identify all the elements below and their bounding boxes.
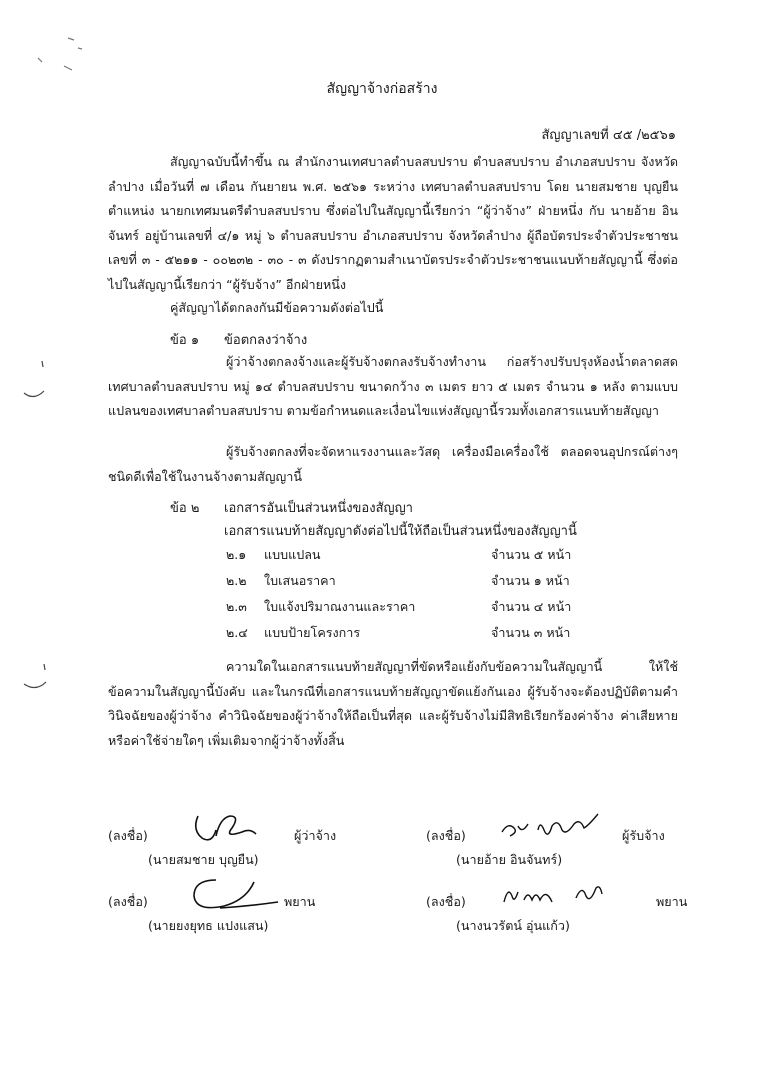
handwritten-signature (498, 806, 618, 846)
conflict-paragraph: ความใดในเอกสารแนบท้ายสัญญาที่ขัดหรือแย้งกับข้อความในสัญญานี้ ให้ใช้ข้อความในสัญญานี้บังคับ และในกรณีที่เอกสารแนบท้ายสัญญาขัดแย้งกันเอง ผู้รับจ้างจะต้องปฏิบัติตามคำวินิจฉัยของผู้ว่าจ้าง คำวินิจฉัยของผู้ว่าจ้างให้ถือเป็นที่สุด และผู้รับจ้างไม่มีสิทธิเรียกร้องค่าจ้าง ค่าเสียหายหรือค่าใช้จ่ายใดๆ เพิ่มเติมจากผู้ว่าจ้างทั้งสิ้น (108, 659, 678, 748)
signature-witness-2: (ลงชื่อ) พยาน (นางนวรัตน์ อุ่นแก้ว) (426, 872, 687, 936)
attachment-row: ๒.๑ แบบแปลน จำนวน ๕ หน้า (226, 547, 572, 562)
clause1-paragraph-2: ผู้รับจ้างตกลงที่จะจัดหาแรงงานและวัสดุ เครื่องมือเครื่องใช้ ตลอดจนอุปกรณ์ต่างๆ ชนิดดีเพื่อใช้ในงานจ้างตามสัญญานี้ (108, 444, 678, 484)
intro-paragraph (108, 150, 678, 297)
intro-text: สัญญาฉบับนี้ทำขึ้น ณ สำนักงานเทศบาลตำบลสบปราบ ตำบลสบปราบ อำเภอสบปราบ จังหวัดลำปาง เมื่อวันที่ ๗ เดือน กันยายน พ.ศ. ๒๕๖๑ ระหว่าง เทศบาลตำบลสบปราบ โดย นายสมชาย บุญยืน ตำแหน่ง นายกเทศมนตรีตำบลสบปราบ ซึ่งต่อไปในสัญญานี้เรียกว่า “ผู้ว่าจ้าง” ฝ่ายหนึ่ง กับ นายอ้าย อินจันทร์ อยู่บ้านเลขที่ ๔/๑ หมู่ ๖ ตำบลสบปราบ อำเภอสบปราบ จังหวัดลำปาง ผู้ถือบัตรประจำตัวประชาชนเลขที่ ๓ - ๕๒๑๑ - ๐๐๒๓๒ - ๓๐ - ๓ ดังปรากฏตามสำเนาบัตรประจำตัวประชาชนแนบท้ายสัญญานี้ ซึ่งต่อไปในสัญญานี้เรียกว่า “ผู้รับจ้าง” อีกฝ่ายหนึ่ง (108, 154, 678, 292)
margin-mark-top (28, 30, 88, 80)
handwritten-signature (498, 872, 648, 912)
clause2-intro: เอกสารแนบท้ายสัญญาดังต่อไปนี้ให้ถือเป็นส่วนหนึ่งของสัญญานี้ (224, 524, 577, 539)
clause2-heading: ข้อ ๒ เอกสารอันเป็นส่วนหนึ่งของสัญญา (170, 501, 413, 516)
agreed-line: คู่สัญญาได้ตกลงกันมีข้อความดังต่อไปนี้ (170, 300, 384, 315)
margin-mark-left-1 (18, 355, 48, 405)
signature-employer: (ลงชื่อ) ผู้ว่าจ้าง (นายสมชาย บุญยืน) (108, 806, 336, 870)
clause1-paragraph-1: ผู้ว่าจ้างตกลงจ้างและผู้รับจ้างตกลงรับจ้างทำงาน ก่อสร้างปรับปรุงห้องน้ำตลาดสดเทศบาลตำบลสบปราบ หมู่ ๑๔ ตำบลสบปราบ ขนาดกว้าง ๓ เมตร ยาว ๕ เมตร จำนวน ๑ หลัง ตามแบบแปลนของเทศบาลตำบลสบปราบ ตามข้อกำหนดและเงื่อนไขแห่งสัญญานี้รวมทั้งเอกสารแนบท้ายสัญญา (108, 354, 678, 418)
clause1-heading: ข้อ ๑ ข้อตกลงว่าจ้าง (170, 333, 308, 348)
attachment-row: ๒.๒ ใบเสนอราคา จำนวน ๑ หน้า (226, 573, 570, 588)
handwritten-signature (180, 806, 290, 846)
document-title: สัญญาจ้างก่อสร้าง (326, 81, 438, 97)
attachment-row: ๒.๔ แบบป้ายโครงการ จำนวน ๓ หน้า (226, 625, 571, 640)
handwritten-signature (180, 872, 280, 912)
attachment-row: ๒.๓ ใบแจ้งปริมาณงานและราคา จำนวน ๔ หน้า (226, 599, 572, 614)
signature-witness-1: (ลงชื่อ) พยาน (นายยงยุทธ แปงแสน) (108, 872, 315, 936)
attachment-list (226, 542, 601, 646)
contract-number: สัญญาเลขที่ ๔๕ /๒๕๖๑ (541, 128, 676, 143)
signature-contractor: (ลงชื่อ) ผู้รับจ้าง (นายอ้าย อินจันทร์) (426, 806, 665, 870)
margin-mark-left-2 (20, 660, 50, 700)
